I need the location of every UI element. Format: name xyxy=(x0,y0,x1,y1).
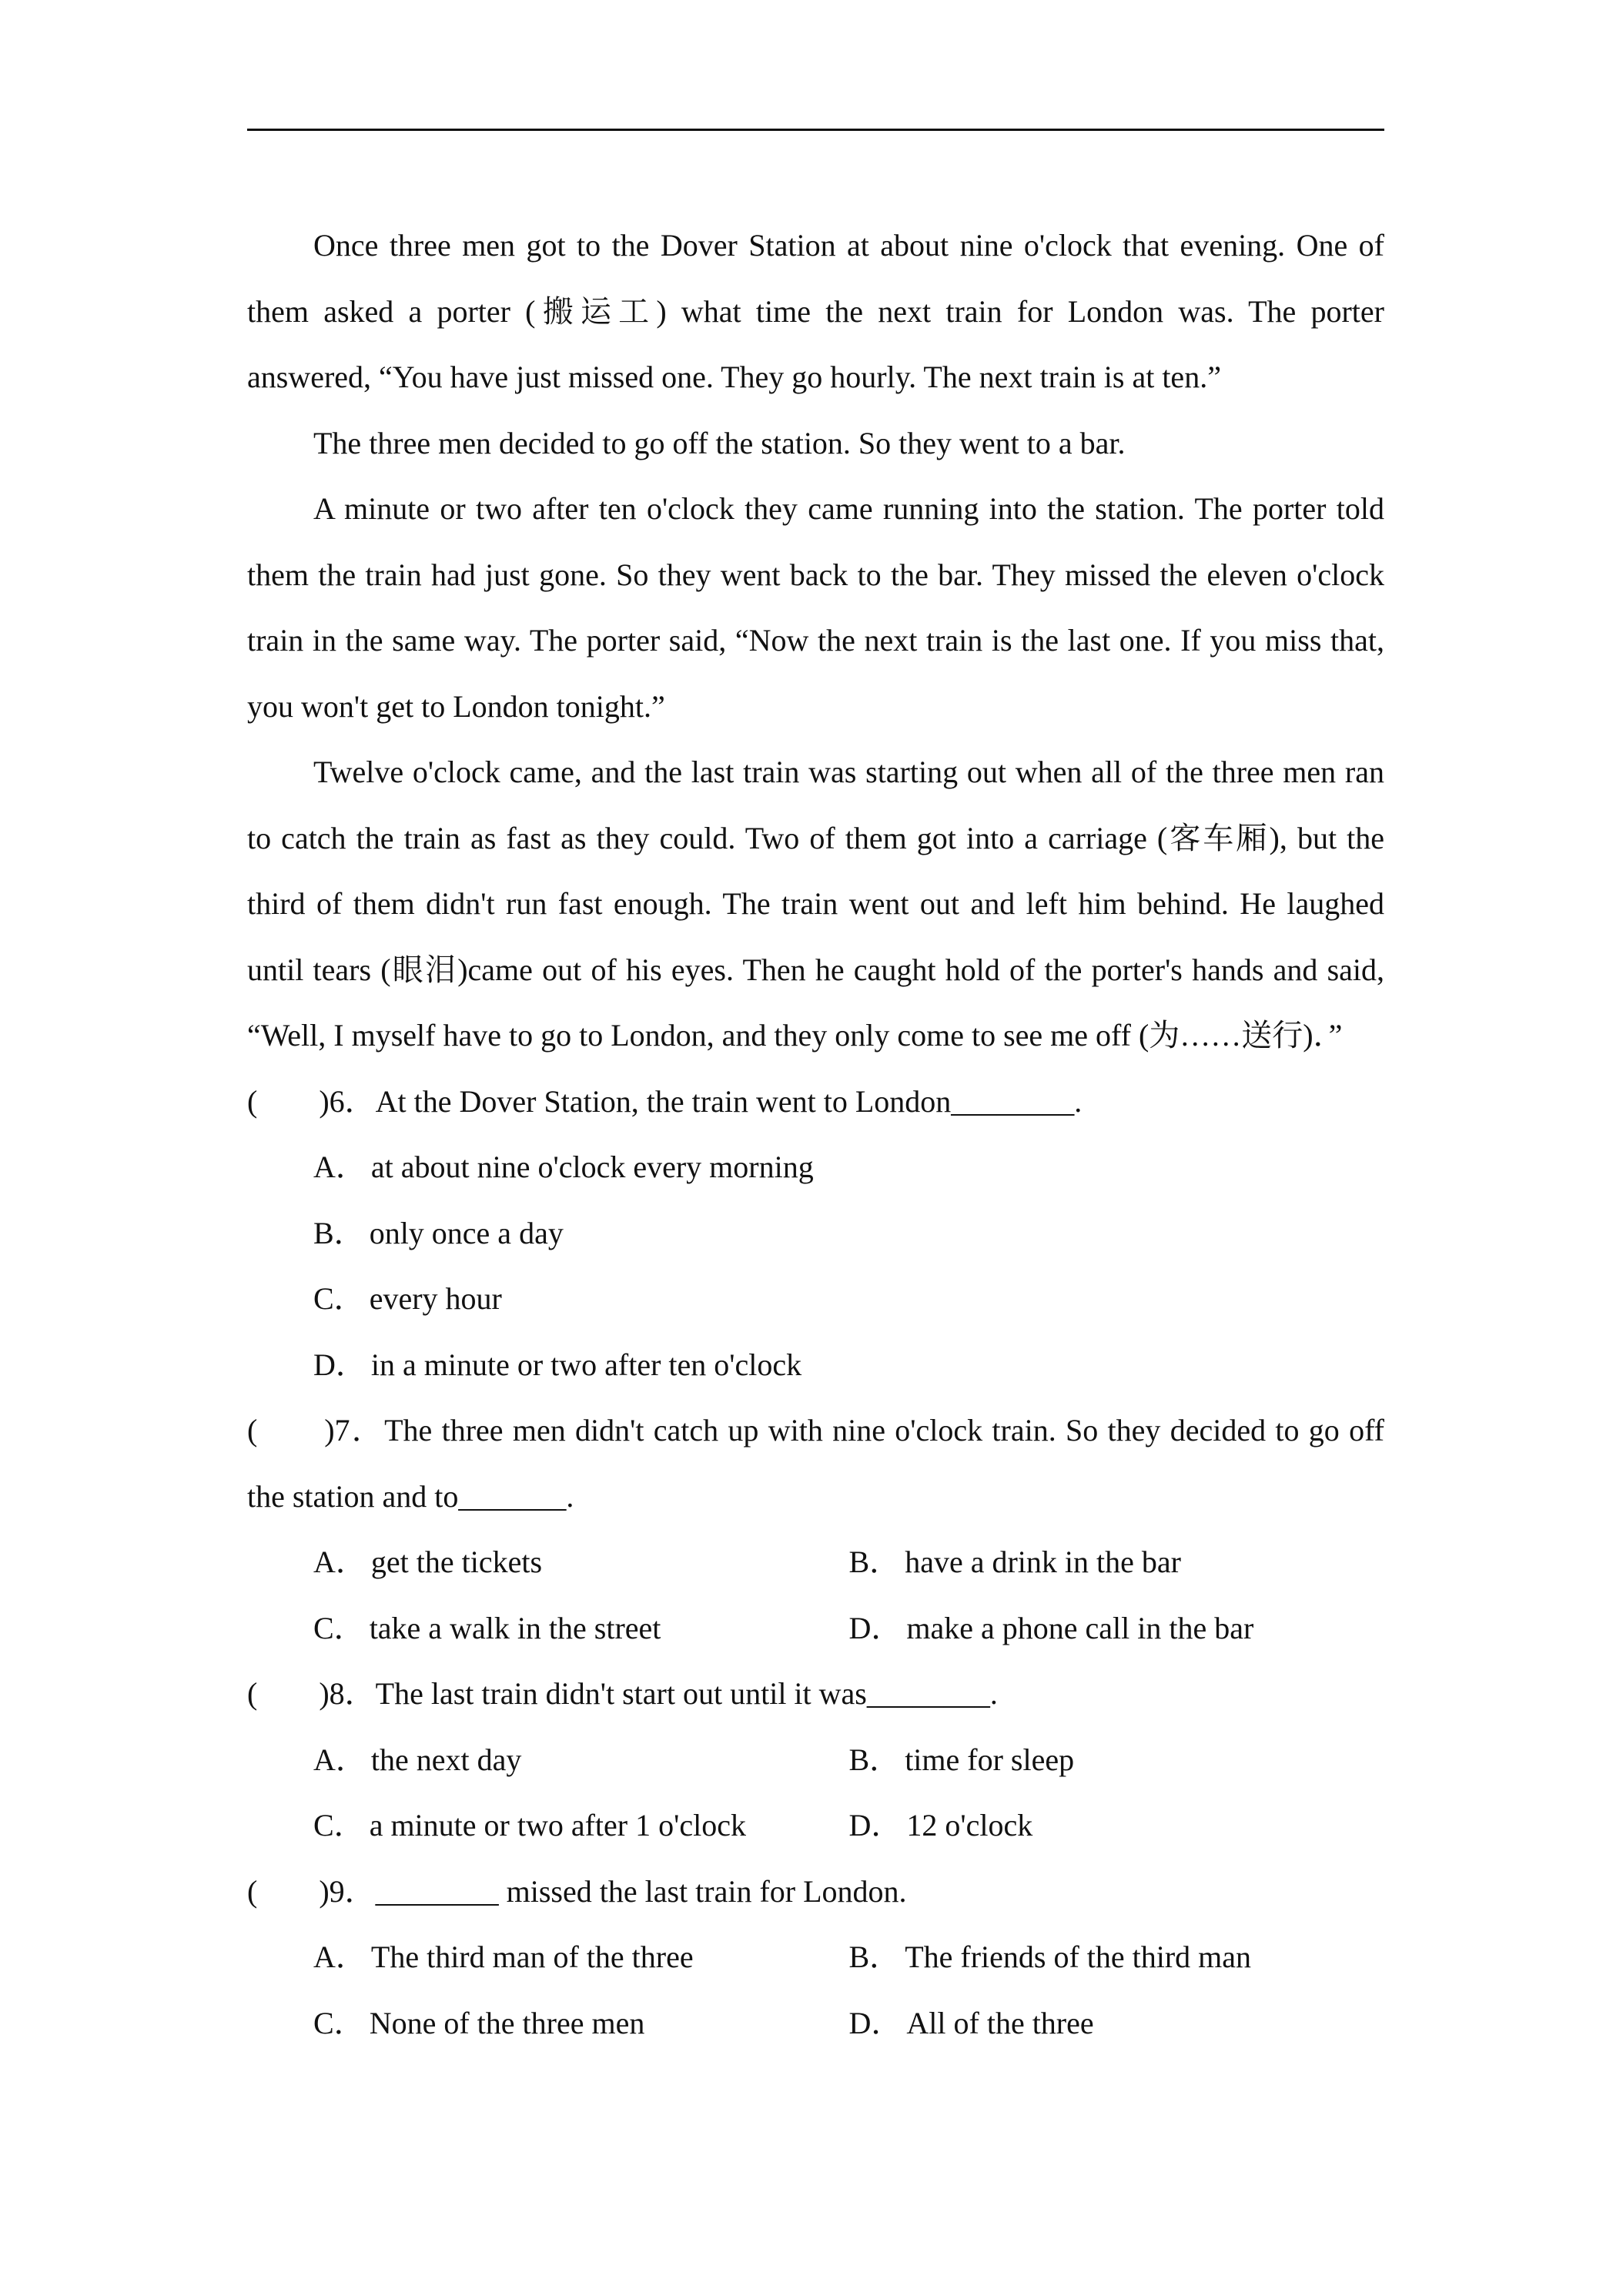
option-text: the next day xyxy=(370,1742,522,1777)
header-rule xyxy=(247,129,1384,131)
question-9 xyxy=(247,1859,1384,2057)
option-text: get the tickets xyxy=(370,1545,543,1579)
option-row xyxy=(247,1529,1384,1595)
passage-paragraph-4: Twelve o'clock came, and the last train was starting out when all of the three men ran to catch the train as fast as they could. Two of them got into a carriage (客车厢), but the third of them didn't run fast enough. The train went out and left him behind. He laughed until tears (眼泪)came out of his eyes. Then he caught hold of the porter's hands and said, “Well, I myself have to go to London, and they only come to see me off (为……送行)．” xyxy=(247,755,1384,1053)
option-letter: B． xyxy=(848,1940,901,1974)
option-letter: B． xyxy=(848,1545,901,1579)
option-letter: D． xyxy=(848,2005,902,2040)
passage-paragraph-1: Once three men got to the Dover Station at about nine o'clock that evening. One of them asked a porter (搬运工) what time the next train for London was. The porter answered, “You have just missed one. They go hourly. The next train is at ten.” xyxy=(247,228,1384,394)
option-c[interactable] xyxy=(313,1595,849,1662)
option-text: The friends of the third man xyxy=(905,1940,1252,1974)
option-a[interactable] xyxy=(247,1134,1384,1200)
option-row xyxy=(247,1924,1384,1990)
question-6 xyxy=(247,1069,1384,1398)
option-c[interactable] xyxy=(313,1792,849,1859)
option-text: 12 o'clock xyxy=(906,1808,1033,1842)
option-text: make a phone call in the bar xyxy=(906,1610,1254,1645)
option-letter: D． xyxy=(848,1808,902,1842)
question-stem: ( )9．________ missed the last train for London. xyxy=(247,1873,907,1909)
option-b[interactable] xyxy=(849,1529,1385,1595)
option-row xyxy=(247,1990,1384,2057)
option-text: a minute or two after 1 o'clock xyxy=(369,1808,746,1842)
option-d[interactable] xyxy=(849,1990,1385,2057)
option-letter: A． xyxy=(313,1940,366,1974)
passage-paragraph-2: The three men decided to go off the station. So they went to a bar. xyxy=(313,425,1126,460)
option-letter: C． xyxy=(313,1610,365,1645)
question-8 xyxy=(247,1661,1384,1859)
option-b[interactable] xyxy=(849,1924,1385,1990)
option-c[interactable] xyxy=(313,1990,849,2057)
option-letter: D． xyxy=(313,1347,366,1382)
option-row xyxy=(247,1727,1384,1793)
option-row xyxy=(247,1792,1384,1859)
option-text: only once a day xyxy=(369,1215,564,1250)
option-letter: B． xyxy=(313,1215,365,1250)
question-stem: ( )7．The three men didn't catch up with nine o'clock train. So they decided to go off the station and to_______. xyxy=(247,1413,1384,1514)
option-letter: D． xyxy=(848,1610,902,1645)
document-body xyxy=(247,213,1384,2056)
option-text: have a drink in the bar xyxy=(905,1545,1181,1579)
question-7 xyxy=(247,1397,1384,1661)
option-d[interactable] xyxy=(247,1332,1384,1398)
option-d[interactable] xyxy=(849,1792,1385,1859)
option-letter: A． xyxy=(313,1150,366,1184)
option-letter: A． xyxy=(313,1742,366,1777)
option-letter: B． xyxy=(848,1742,901,1777)
option-c[interactable] xyxy=(247,1266,1384,1332)
question-stem: ( )6．At the Dover Station, the train went to London________. xyxy=(247,1083,1083,1119)
option-text: All of the three xyxy=(906,2005,1094,2040)
passage-paragraph-3: A minute or two after ten o'clock they came running into the station. The porter told them the train had just gone. So they went back to the bar. They missed the eleven o'clock train in the same way. The porter said, “Now the next train is the last one. If you miss that, you won't get to London tonight.” xyxy=(247,491,1384,724)
option-text: in a minute or two after ten o'clock xyxy=(370,1347,802,1382)
option-text: at about nine o'clock every morning xyxy=(370,1150,814,1184)
option-text: every hour xyxy=(369,1281,502,1316)
option-letter: C． xyxy=(313,1808,365,1842)
option-text: time for sleep xyxy=(905,1742,1075,1777)
option-a[interactable] xyxy=(313,1924,849,1990)
option-text: The third man of the three xyxy=(370,1940,694,1974)
option-letter: C． xyxy=(313,2005,365,2040)
option-b[interactable] xyxy=(849,1727,1385,1793)
option-letter: A． xyxy=(313,1545,366,1579)
option-a[interactable] xyxy=(313,1727,849,1793)
option-text: take a walk in the street xyxy=(369,1610,661,1645)
question-stem: ( )8．The last train didn't start out until it was________. xyxy=(247,1676,998,1711)
reading-passage xyxy=(247,213,1384,1069)
option-text: None of the three men xyxy=(369,2005,645,2040)
option-row xyxy=(247,1595,1384,1662)
option-letter: C． xyxy=(313,1281,365,1316)
option-b[interactable] xyxy=(247,1200,1384,1267)
option-d[interactable] xyxy=(849,1595,1385,1662)
option-a[interactable] xyxy=(313,1529,849,1595)
